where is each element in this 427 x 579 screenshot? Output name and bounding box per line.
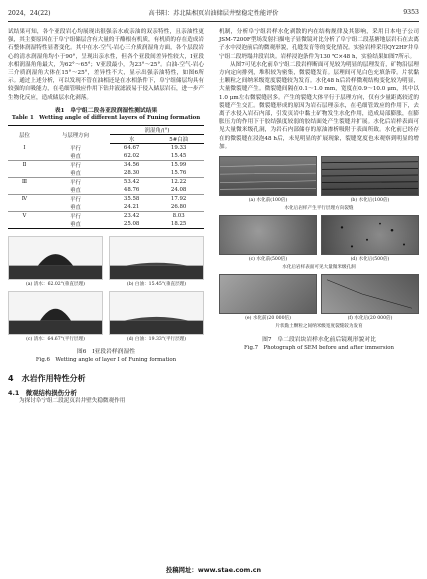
wetting-angle-table: [8, 125, 204, 229]
section4-heading: 4 水岩作用特性分析: [8, 374, 86, 384]
table-row: [8, 186, 204, 195]
drop-image-d: (d) 白油：19.33°(平行层理): [109, 291, 204, 342]
right-intro-paragraph-1: 机制，分析阜宁组岩样水化剥散的内在结构规律及其影响，采用日本电子公司JSM-7200F型场发射扫描电子显微镜对比分析了阜宁组二段基塘地层岩石在去离子水中浸泡前后的微观形貌，孔缝发育等的变化情况。实验岩样采用QY2HF井阜宁组二段坍塌井段岩块。岩样浸泡条件为130 ℃×48 h，实验结果如图7所示。: [219, 29, 419, 60]
section41-heading: 4.1 微观结构损伤分析: [8, 389, 77, 398]
table-cell-oil: 8.03: [172, 213, 185, 220]
figure6-caption-en: Fig.6 Wetting angle of layer Ⅰ of Funing formation: [35, 357, 177, 364]
table-cell-method: 垂直: [41, 152, 110, 161]
journal-issue: 2024，24(22): [8, 10, 51, 17]
table-cell-oil: 26.80: [153, 203, 204, 212]
drop-image-a: (a) 清水：62.02°(垂直层理): [8, 236, 103, 287]
table-cell-layer: [8, 220, 41, 229]
table-row: [8, 203, 204, 212]
table-row: [8, 152, 204, 161]
table-cell-layer: [8, 152, 41, 161]
table-cell-method: 垂直: [41, 186, 110, 195]
table-row: [8, 169, 204, 178]
table-cell-layer: [8, 203, 41, 212]
table-row: [8, 161, 204, 170]
sem-image-b: (b) 水化后(100倍): [321, 156, 419, 203]
table-cell-method: 垂直: [41, 203, 110, 212]
figure7: [219, 156, 419, 330]
figure6-caption: 图6 Ⅰ亚段岩样润湿性: [76, 349, 136, 356]
left-column: [8, 28, 204, 405]
table-row: [8, 144, 204, 152]
table-cell-oil: 15.99: [170, 162, 187, 169]
table-cell-water: 25.08: [110, 220, 153, 229]
drop-image-c: (c) 清水：64.67°(平行层理): [8, 291, 103, 342]
sem-image-d: (d) 水化后(500倍): [321, 215, 419, 262]
table-cell-water: 24.21: [110, 203, 153, 212]
table-cell-method: 平行: [70, 180, 81, 187]
page-footer: 投稿网址：www.stae.com.cn: [165, 566, 262, 574]
drop-image-b: (b) 白油：15.45°(垂直层理): [109, 236, 204, 287]
figure7-row1-caption: 水化后岩样产生平行层理方向裂缝: [284, 206, 354, 212]
table-row: [8, 195, 204, 204]
table-cell-oil: 15.45: [153, 152, 204, 161]
table-cell-layer: [8, 186, 41, 195]
th-water: 水: [110, 135, 153, 144]
sem-image-c: (c) 水化前(500倍): [219, 215, 317, 262]
table-cell-oil: 24.08: [153, 186, 204, 195]
table-cell-method: 平行: [70, 146, 81, 153]
table-cell-water: 53.42: [123, 179, 140, 186]
left-intro-paragraph: 试结果可知，各个亚段岩心均展现出很强亲水或亲油的双亲特性，且亲油性更强，其主要原因在于阜宁组储层含有大量的干酪根有机质，有机质的存在造成岩石整体润湿特性显著变化。其中在水-空气-岩心三介质润湿角方面，各个层段岩心的清水润湿角均小于90°，呈现出亲水性，但各个亚段间差异性较大，Ⅰ亚段水相润湿角角最大，为62°～65°；Ⅴ亚段最小，为23°～25°。白油-空气-岩心三介质润湿角大体在15°～25°，差异性不大，显示出强亲油特性，如图6所示。通过上述分析，可以发现不管在油相还是在水相条件下，阜宁组储层均具有较强的自吸能力，在毛细管吸应作用下钻井液滤液易于侵入储层岩石，进一步产生物化反应，造成储层水化剥落。: [8, 29, 204, 101]
table-cell-method: 垂直: [41, 169, 110, 178]
table-cell-layer: Ⅲ: [21, 179, 28, 186]
table-cell-layer: Ⅳ: [21, 196, 28, 203]
table-cell-layer: Ⅰ: [23, 145, 26, 152]
sem-image-e: (e) 水化前(20 000倍): [219, 274, 317, 321]
table-cell-oil: 12.22: [170, 179, 187, 186]
page-header: [8, 6, 419, 22]
table-row: [8, 178, 204, 187]
table1-title: 表1 阜宁组二段各亚段润湿性测试结果: [54, 107, 158, 114]
table-cell-method: 平行: [70, 197, 81, 204]
table-cell-method: 平行: [70, 214, 81, 221]
th-angle: 润湿角/(°): [110, 126, 204, 135]
right-intro-paragraph-2: 从图7可见水化前阜宁组二段岩样断面可见较为明显的层理发育，矿物沿层理方向定向排列，堆积较为密集，微裂缝发育。层理间可见白色充填条带。片状黏土颗粒之间纳米级宽度裂缝较为发育。水化48 h后岩样微观结构变化较为明显，大量微裂缝产生。微裂缝间隔在0.1～1.0 mm，宽度在0.9～10.0 μm，其中以1.0 μm左右微裂缝居多。产生的裂缝大体平行于层理方向，仅有少量距离较近的裂缝产生交汇。微裂缝形成的原因为岩石层理亲水，在毛细管效应的作用下，去离子水侵入岩石内部，引发页岩中黏土矿物发生水化作用，造成局部膨胀，在膨胀压力的作用下于胶结强度较弱的胶结面处产生裂缝并扩展。水化后岩样表面可见大量微米级孔洞，为岩石内部储存的原油渗析吸附于表面所致。水化前已经存在的微裂缝在浸泡48 h后，未见明显的扩展现象，裂缝宽度也未观察到明显的增加。: [219, 61, 419, 150]
page-number: 9353: [403, 9, 419, 16]
figure7-caption: 图7 阜二段岩块岩样水化前后镜观形貌对比: [262, 337, 376, 344]
table-cell-layer: [8, 169, 41, 178]
th-method: 与层理方向: [41, 126, 110, 144]
section41-text: 为探讨阜宁组二段泥页岩井壁失稳微观作用: [19, 398, 126, 405]
figure6: [8, 236, 204, 342]
table1-title-en: Table 1 Wetting angle of different layers of Funing formation: [11, 115, 201, 122]
table-cell-water: 48.76: [110, 186, 153, 195]
table-cell-oil: 18.25: [153, 220, 204, 229]
table-cell-water: 34.56: [123, 162, 140, 169]
table-row: [8, 220, 204, 229]
table-cell-water: 23.42: [123, 213, 140, 220]
right-column: [219, 28, 419, 351]
table-row: [8, 212, 204, 221]
table-cell-layer: Ⅴ: [22, 213, 27, 220]
table-cell-oil: 17.92: [170, 196, 187, 203]
sem-image-f: (f) 水化后(20 000倍): [321, 274, 419, 321]
figure7-row3-caption: 片状黏土颗粒之间纳米级宽度裂缝较为发育: [275, 324, 363, 330]
table-cell-oil: 19.33: [170, 145, 187, 152]
table-cell-layer: Ⅱ: [22, 162, 27, 169]
sem-image-a: (a) 水化前(100倍): [219, 156, 317, 203]
figure7-caption-en: Fig.7 Photograph of SEM before and after immersion: [244, 345, 394, 352]
running-title: 高书阳：苏北陆相页岩油储层井壁稳定性能评价: [148, 10, 279, 17]
table-cell-water: 28.30: [110, 169, 153, 178]
table-cell-water: 35.58: [123, 196, 140, 203]
table-cell-oil: 15.76: [153, 169, 204, 178]
th-oil: 5#白油: [153, 135, 204, 144]
th-layer: 层位: [8, 126, 41, 144]
table-cell-method: 平行: [70, 163, 81, 170]
table-cell-water: 64.67: [123, 145, 140, 152]
figure7-row2-caption: 水化后岩样表面可见大量微米级孔洞: [282, 265, 356, 271]
table-cell-method: 垂直: [41, 220, 110, 229]
table-cell-water: 62.02: [110, 152, 153, 161]
